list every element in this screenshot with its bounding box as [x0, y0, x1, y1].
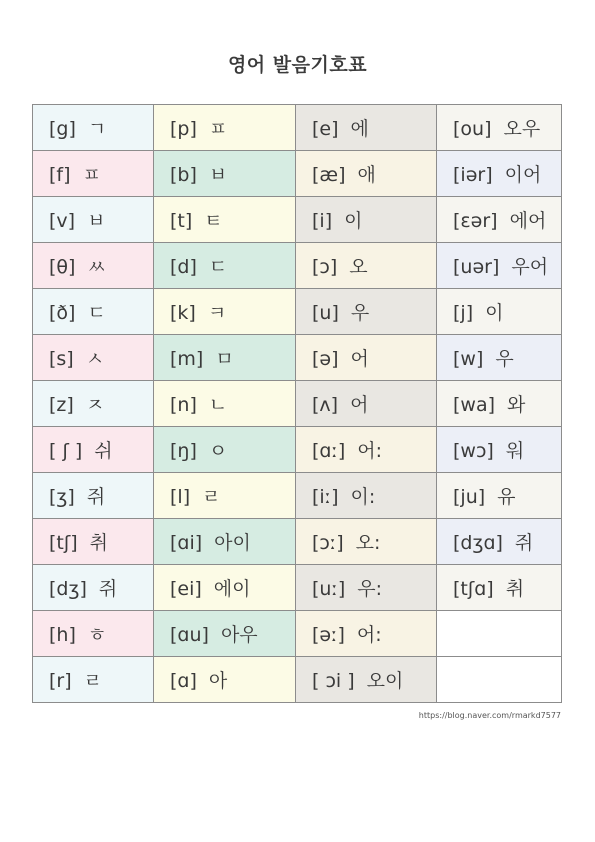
phonetic-symbol: [wɔ]: [453, 440, 494, 462]
korean-pronunciation: 워: [505, 440, 525, 462]
table-cell: [33, 565, 154, 611]
korean-pronunciation: 이:: [350, 486, 376, 508]
korean-pronunciation: ㄷ: [208, 256, 228, 278]
korean-pronunciation: ㅆ: [87, 256, 106, 278]
korean-pronunciation: 에이: [213, 578, 251, 600]
phonetic-symbol: [iər]: [453, 164, 493, 186]
table-cell: [437, 151, 562, 197]
phonetic-symbol: [ ʃ ]: [49, 440, 83, 462]
table-cell: [437, 243, 562, 289]
phonetic-symbol: [ʌ]: [312, 394, 339, 416]
table-cell: [154, 197, 296, 243]
korean-pronunciation: ㅋ: [207, 302, 227, 324]
phonetic-symbol: [r]: [49, 670, 72, 692]
korean-pronunciation: 어: [350, 348, 369, 370]
phonetic-symbol: [i]: [312, 210, 333, 232]
korean-pronunciation: 유: [497, 486, 516, 508]
korean-pronunciation: 애: [357, 164, 376, 186]
phonetic-symbol: [ɔ]: [312, 256, 338, 278]
table-cell: [33, 473, 154, 519]
table-cell: [296, 289, 437, 335]
page-title: 영어 발음기호표: [227, 54, 368, 76]
korean-pronunciation: ㅁ: [215, 348, 234, 370]
phonetic-symbol: [əː]: [312, 624, 345, 646]
empty-cell: [437, 611, 562, 657]
phonetic-symbol: [dʒɑ]: [453, 532, 503, 554]
phonetic-symbol: [d]: [170, 256, 197, 278]
phonetic-symbol: [uː]: [312, 578, 346, 600]
table-cell: [296, 197, 437, 243]
phonetic-symbol: [e]: [312, 118, 339, 140]
phonetic-symbol: [ei]: [170, 578, 202, 600]
table-row: [33, 427, 562, 473]
korean-pronunciation: 쥐: [98, 578, 118, 600]
table-cell: [437, 427, 562, 473]
phonetic-symbol: [æ]: [312, 164, 346, 186]
table-row: [33, 335, 562, 381]
korean-pronunciation: ㅍ: [82, 164, 101, 186]
ipa-table: [32, 104, 562, 703]
table-cell: [33, 151, 154, 197]
phonetic-symbol: [ou]: [453, 118, 492, 140]
korean-pronunciation: 취: [505, 578, 525, 600]
phonetic-symbol: [b]: [170, 164, 197, 186]
korean-pronunciation: 와: [507, 394, 526, 416]
table-row: [33, 243, 562, 289]
table-cell: [154, 427, 296, 473]
table-cell: [154, 105, 296, 151]
phonetic-symbol: [j]: [453, 302, 474, 324]
korean-pronunciation: ㅈ: [85, 394, 105, 416]
table-cell: [154, 519, 296, 565]
empty-cell: [437, 657, 562, 703]
phonetic-symbol: [tʃɑ]: [453, 578, 494, 600]
korean-pronunciation: ㅎ: [87, 624, 107, 646]
phonetic-symbol: [n]: [170, 394, 197, 416]
table-row: [33, 565, 562, 611]
table-row: [33, 611, 562, 657]
table-cell: [154, 381, 296, 427]
korean-pronunciation: 우: [495, 348, 514, 370]
korean-pronunciation: 어:: [356, 624, 382, 646]
table-cell: [296, 243, 437, 289]
korean-pronunciation: 우:: [357, 578, 383, 600]
korean-pronunciation: 이어: [504, 164, 542, 186]
table-cell: [296, 335, 437, 381]
phonetic-symbol: [ɑu]: [170, 624, 209, 646]
table-cell: [154, 289, 296, 335]
table-cell: [437, 519, 562, 565]
korean-pronunciation: ㄷ: [87, 302, 106, 324]
table-cell: [33, 289, 154, 335]
phonetic-symbol: [h]: [49, 624, 76, 646]
korean-pronunciation: 우: [350, 302, 370, 324]
table-cell: [33, 105, 154, 151]
korean-pronunciation: 취: [89, 532, 109, 554]
table-cell: [437, 565, 562, 611]
korean-pronunciation: ㄱ: [87, 118, 107, 140]
table-cell: [33, 197, 154, 243]
korean-pronunciation: 오:: [355, 532, 381, 554]
phonetic-symbol: [f]: [49, 164, 71, 186]
phonetic-symbol: [t]: [170, 210, 193, 232]
korean-pronunciation: 오우: [503, 118, 541, 140]
phonetic-symbol: [s]: [49, 348, 74, 370]
phonetic-symbol: [ɑ]: [170, 670, 197, 692]
korean-pronunciation: 어:: [357, 440, 383, 462]
korean-pronunciation: 이: [344, 210, 363, 232]
source-url: https://blog.naver.com/rmarkd7577: [418, 711, 561, 720]
phonetic-symbol: [ɑi]: [170, 532, 203, 554]
phonetic-symbol: [u]: [312, 302, 339, 324]
korean-pronunciation: 아우: [220, 624, 258, 646]
korean-pronunciation: ㄴ: [208, 394, 228, 416]
korean-pronunciation: ㄹ: [202, 486, 221, 508]
table-cell: [437, 335, 562, 381]
table-cell: [437, 289, 562, 335]
korean-pronunciation: 에어: [509, 210, 547, 232]
table-cell: [33, 335, 154, 381]
table-row: [33, 519, 562, 565]
table-cell: [437, 197, 562, 243]
korean-pronunciation: ㅇ: [208, 440, 228, 462]
table-row: [33, 197, 562, 243]
table-cell: [296, 473, 437, 519]
table-cell: [296, 611, 437, 657]
phonetic-symbol: [tʃ]: [49, 532, 78, 554]
phonetic-symbol: [uər]: [453, 256, 500, 278]
korean-pronunciation: 쥐: [86, 486, 106, 508]
table-cell: [154, 243, 296, 289]
table-cell: [154, 473, 296, 519]
table-row: [33, 657, 562, 703]
phonetic-symbol: [z]: [49, 394, 74, 416]
table-row: [33, 105, 562, 151]
korean-pronunciation: 아: [208, 670, 228, 692]
korean-pronunciation: ㅍ: [208, 118, 228, 140]
phonetic-symbol: [ju]: [453, 486, 486, 508]
table-row: [33, 381, 562, 427]
table-cell: [33, 611, 154, 657]
table-row: [33, 473, 562, 519]
phonetic-symbol: [w]: [453, 348, 484, 370]
table-cell: [437, 473, 562, 519]
table-cell: [33, 427, 154, 473]
phonetic-symbol: [k]: [170, 302, 196, 324]
table-row: [33, 289, 562, 335]
table-cell: [154, 657, 296, 703]
table-cell: [33, 243, 154, 289]
korean-pronunciation: 아이: [214, 532, 251, 554]
table-cell: [33, 519, 154, 565]
table-cell: [154, 151, 296, 197]
korean-pronunciation: ㅂ: [208, 164, 228, 186]
phonetic-symbol: [v]: [49, 210, 76, 232]
korean-pronunciation: ㅂ: [87, 210, 106, 232]
korean-pronunciation: 오이: [366, 670, 404, 692]
table-cell: [296, 151, 437, 197]
table-cell: [154, 335, 296, 381]
phonetic-symbol: [ ɔi ]: [312, 670, 355, 692]
korean-pronunciation: 쉬: [94, 440, 113, 462]
korean-pronunciation: 쥐: [514, 532, 534, 554]
table-cell: [296, 657, 437, 703]
korean-pronunciation: 우어: [511, 256, 549, 278]
table-cell: [33, 381, 154, 427]
table-cell: [154, 565, 296, 611]
table-row: [33, 151, 562, 197]
korean-pronunciation: 오: [349, 256, 368, 278]
phonetic-symbol: [ɑː]: [312, 440, 346, 462]
phonetic-symbol: [m]: [170, 348, 204, 370]
table-cell: [296, 381, 437, 427]
table-cell: [33, 657, 154, 703]
phonetic-symbol: [wa]: [453, 394, 496, 416]
table-cell: [437, 105, 562, 151]
korean-pronunciation: 에: [350, 118, 369, 140]
phonetic-symbol: [l]: [170, 486, 191, 508]
korean-pronunciation: ㄹ: [83, 670, 102, 692]
phonetic-symbol: [ɔː]: [312, 532, 344, 554]
phonetic-symbol: [ɛər]: [453, 210, 498, 232]
korean-pronunciation: ㅅ: [85, 348, 105, 370]
phonetic-symbol: [ə]: [312, 348, 339, 370]
table-cell: [437, 381, 562, 427]
phonetic-symbol: [θ]: [49, 256, 76, 278]
korean-pronunciation: 어: [350, 394, 369, 416]
table-cell: [296, 519, 437, 565]
phonetic-symbol: [ð]: [49, 302, 76, 324]
korean-pronunciation: 이: [485, 302, 504, 324]
table-cell: [296, 105, 437, 151]
phonetic-symbol: [dʒ]: [49, 578, 87, 600]
table-cell: [296, 565, 437, 611]
phonetic-symbol: [ŋ]: [170, 440, 197, 462]
korean-pronunciation: ㅌ: [204, 210, 223, 232]
phonetic-symbol: [iː]: [312, 486, 339, 508]
table-cell: [296, 427, 437, 473]
phonetic-symbol: [ʒ]: [49, 486, 75, 508]
phonetic-symbol: [p]: [170, 118, 197, 140]
table-cell: [154, 611, 296, 657]
phonetic-symbol: [g]: [49, 118, 76, 140]
